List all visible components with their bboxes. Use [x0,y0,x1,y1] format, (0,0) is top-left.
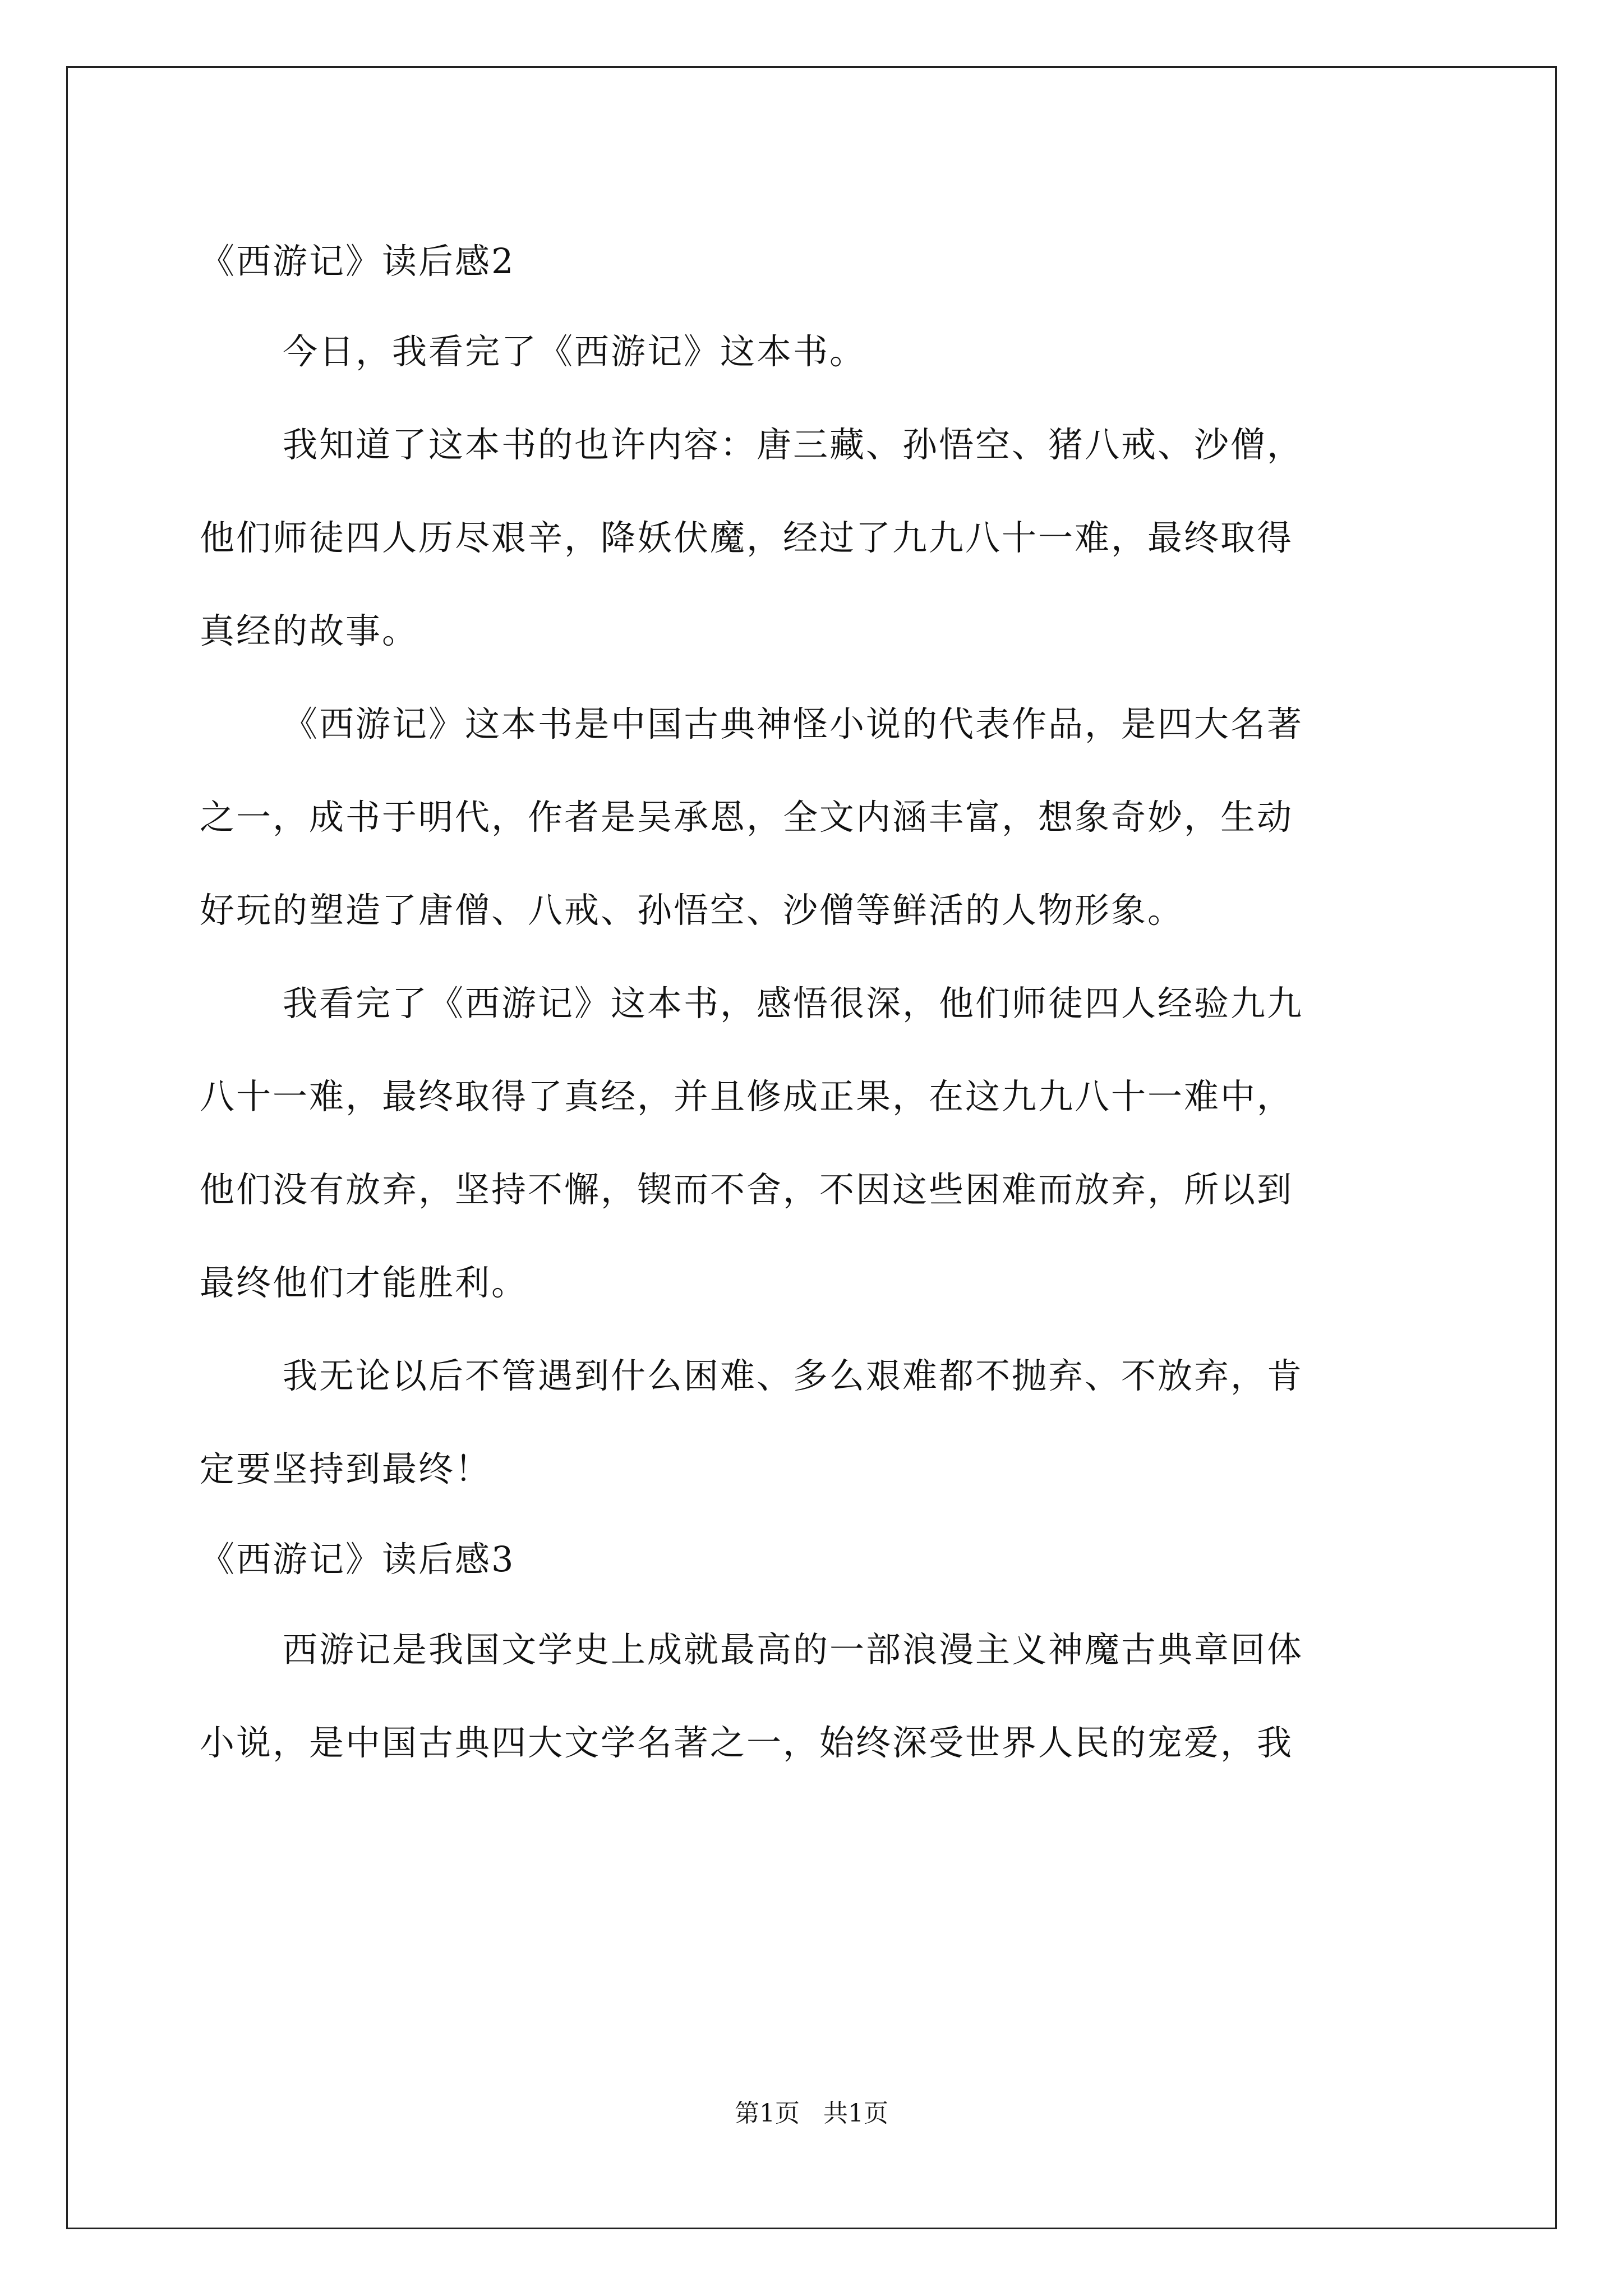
page-footer [0,2097,1623,2131]
paragraph-line: 他们师徒四人历尽艰辛，降妖伏魔，经过了九九八十一难，最终取得 [200,517,1294,558]
page-number: 第1页 [735,2099,800,2128]
paragraph-line: 我知道了这本书的也许内容：唐三藏、孙悟空、猪八戒、沙僧， [283,424,1304,465]
paragraph-line: 真经的故事。 [200,610,419,651]
paragraph-line: 我看完了《西游记》这本书，感悟很深，他们师徒四人经验九九 [283,983,1304,1024]
paragraph-line: 小说，是中国古典四大文学名著之一，始终深受世界人民的宠爱，我 [200,1722,1294,1763]
document-body [200,218,1433,1789]
section-heading: 《西游记》读后感2 [200,241,515,282]
paragraph-line: 好玩的塑造了唐僧、八戒、孙悟空、沙僧等鲜活的人物形象。 [200,890,1184,931]
paragraph-line: 他们没有放弃，坚持不懈，锲而不舍，不因这些困难而放弃，所以到 [200,1169,1294,1210]
paragraph-line: 《西游记》这本书是中国古典神怪小说的代表作品，是四大名著 [283,703,1304,744]
page-total: 共1页 [823,2099,888,2128]
section-heading: 《西游记》读后感3 [200,1539,515,1580]
paragraph-line: 西游记是我国文学史上成就最高的一部浪漫主义神魔古典章回体 [283,1629,1304,1670]
paragraph-line: 今日，我看完了《西游记》这本书。 [283,331,866,372]
paragraph-line: 八十一难，最终取得了真经，并且修成正果，在这九九八十一难中， [200,1076,1294,1117]
paragraph-line: 定要坚持到最终！ [200,1448,492,1489]
paragraph-line: 最终他们才能胜利。 [200,1262,528,1303]
paragraph-line: 我无论以后不管遇到什么困难、多么艰难都不抛弃、不放弃，肯 [283,1355,1304,1396]
paragraph-line: 之一，成书于明代，作者是吴承恩，全文内涵丰富，想象奇妙，生动 [200,797,1294,838]
